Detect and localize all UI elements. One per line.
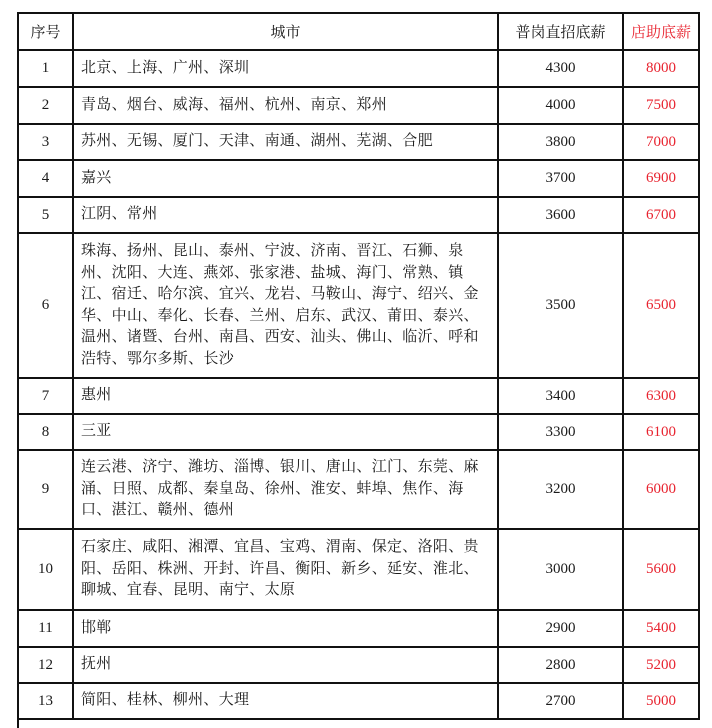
- table-row: [18, 87, 699, 124]
- table-row: [18, 160, 699, 197]
- row-cities: 嘉兴: [73, 160, 498, 197]
- row-assistant-salary: 7000: [623, 124, 699, 160]
- row-base-salary: 4000: [498, 87, 623, 124]
- header-assistant-salary: 店助底薪: [623, 13, 699, 50]
- row-index: 9: [18, 450, 73, 529]
- row-base-salary: 3600: [498, 197, 623, 233]
- row-assistant-salary: 6500: [623, 233, 699, 378]
- row-cities: 抚州: [73, 647, 498, 683]
- row-base-salary: 2700: [498, 683, 623, 719]
- row-cities: 江阴、常州: [73, 197, 498, 233]
- row-assistant-salary: 6000: [623, 450, 699, 529]
- table-row: [18, 197, 699, 233]
- row-index: 11: [18, 610, 73, 647]
- row-index: 1: [18, 50, 73, 87]
- row-cities: 青岛、烟台、威海、福州、杭州、南京、郑州: [73, 87, 498, 124]
- row-base-salary: 3700: [498, 160, 623, 197]
- row-assistant-salary: 5000: [623, 683, 699, 719]
- row-base-salary: 3000: [498, 529, 623, 610]
- row-index: 3: [18, 124, 73, 160]
- row-assistant-salary: 5200: [623, 647, 699, 683]
- table-row: [18, 647, 699, 683]
- row-base-salary: 2800: [498, 647, 623, 683]
- table-row: [18, 414, 699, 450]
- table-border-continuation: [17, 717, 19, 728]
- row-index: 6: [18, 233, 73, 378]
- table-header-row: [18, 13, 699, 50]
- table-row: [18, 683, 699, 719]
- header-base-salary: 普岗直招底薪: [498, 13, 623, 50]
- table-row: [18, 124, 699, 160]
- row-assistant-salary: 8000: [623, 50, 699, 87]
- header-city: 城市: [73, 13, 498, 50]
- row-cities: 连云港、济宁、潍坊、淄博、银川、唐山、江门、东莞、麻涌、日照、成都、秦皇岛、徐州、淮安、蚌埠、焦作、海口、湛江、赣州、德州: [73, 450, 498, 529]
- salary-table: [17, 12, 700, 720]
- table-row: [18, 378, 699, 414]
- row-index: 2: [18, 87, 73, 124]
- row-base-salary: 3300: [498, 414, 623, 450]
- row-index: 7: [18, 378, 73, 414]
- row-index: 8: [18, 414, 73, 450]
- row-assistant-salary: 7500: [623, 87, 699, 124]
- row-base-salary: 3500: [498, 233, 623, 378]
- row-cities: 珠海、扬州、昆山、泰州、宁波、济南、晋江、石狮、泉州、沈阳、大连、燕郊、张家港、盐城、海门、常熟、镇江、宿迁、哈尔滨、宜兴、龙岩、马鞍山、海宁、绍兴、金华、中山、奉化、长春、兰州、启东、武汉、莆田、泰兴、温州、诸暨、台州、南昌、西安、汕头、佛山、临沂、呼和浩特、鄂尔多斯、长沙: [73, 233, 498, 378]
- table-row: [18, 610, 699, 647]
- row-base-salary: 3200: [498, 450, 623, 529]
- row-base-salary: 2900: [498, 610, 623, 647]
- row-base-salary: 4300: [498, 50, 623, 87]
- row-base-salary: 3400: [498, 378, 623, 414]
- row-assistant-salary: 5600: [623, 529, 699, 610]
- row-cities: 惠州: [73, 378, 498, 414]
- row-index: 13: [18, 683, 73, 719]
- row-cities: 三亚: [73, 414, 498, 450]
- table-row: [18, 529, 699, 610]
- table-row: [18, 233, 699, 378]
- row-index: 4: [18, 160, 73, 197]
- row-cities: 邯郸: [73, 610, 498, 647]
- row-index: 5: [18, 197, 73, 233]
- row-index: 12: [18, 647, 73, 683]
- table-row: [18, 450, 699, 529]
- row-cities: 苏州、无锡、厦门、天津、南通、湖州、芜湖、合肥: [73, 124, 498, 160]
- row-cities: 石家庄、咸阳、湘潭、宜昌、宝鸡、渭南、保定、洛阳、贵阳、岳阳、株洲、开封、许昌、衡阳、新乡、延安、淮北、聊城、宜春、昆明、南宁、太原: [73, 529, 498, 610]
- row-cities: 简阳、桂林、柳州、大理: [73, 683, 498, 719]
- row-assistant-salary: 6100: [623, 414, 699, 450]
- header-index: 序号: [18, 13, 73, 50]
- row-assistant-salary: 6900: [623, 160, 699, 197]
- row-cities: 北京、上海、广州、深圳: [73, 50, 498, 87]
- row-assistant-salary: 6700: [623, 197, 699, 233]
- row-assistant-salary: 6300: [623, 378, 699, 414]
- row-index: 10: [18, 529, 73, 610]
- row-base-salary: 3800: [498, 124, 623, 160]
- table-row: [18, 50, 699, 87]
- row-assistant-salary: 5400: [623, 610, 699, 647]
